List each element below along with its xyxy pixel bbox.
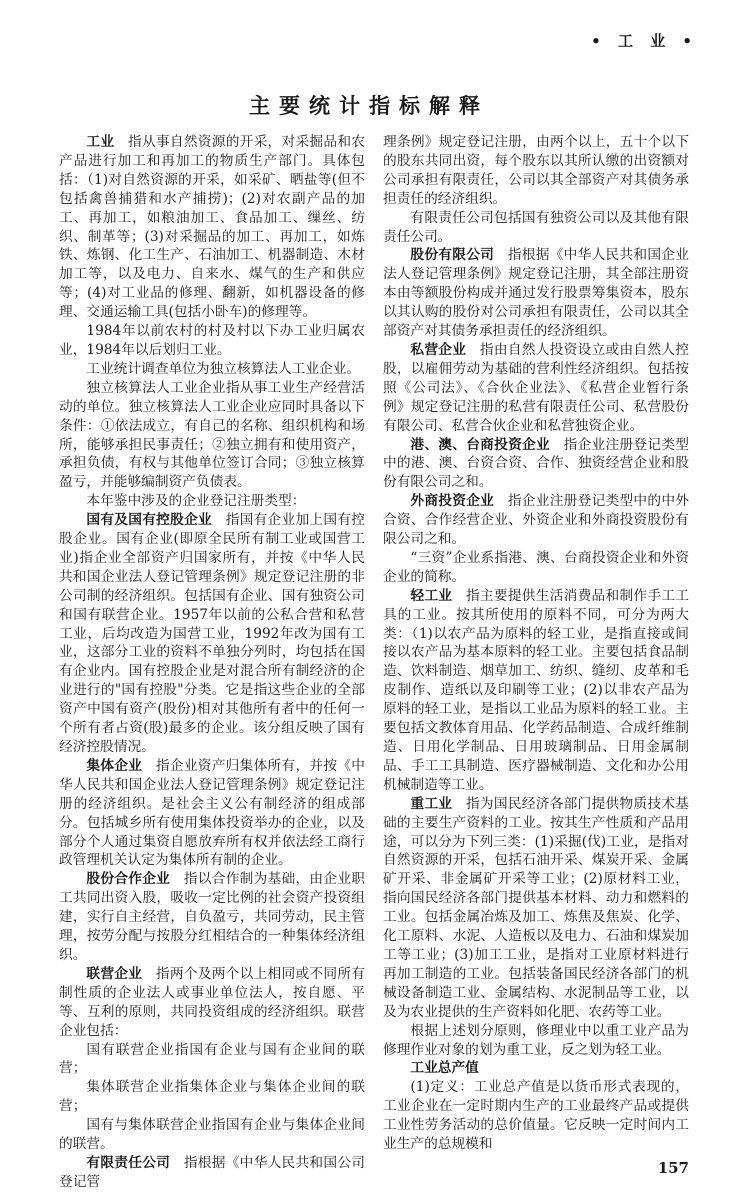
paragraph (383, 795, 689, 1022)
term-heading: 国有及国有控股企业 (86, 512, 212, 529)
paragraph-text: (1)定义：工业总产值是以货币形式表现的，工业企业在一定时期内生产的工业最终产品或提供工业性劳务活动的总价值量。它反映一定时间内工业生产的总规模和 (383, 1079, 689, 1153)
paragraph (383, 549, 689, 587)
paragraph (383, 341, 689, 436)
term-heading: 重工业 (410, 795, 453, 812)
paragraph (59, 1041, 365, 1079)
paragraph-text: 指从事自然资源的开采，对采掘品和农产品进行加工和再加工的物质生产部门。具体包括：（1)对自然资源的开采，如采矿、晒盐等(但不包括禽兽捕猎和水产捕捞)；(2)对农副产品的加工、再加工，如粮油加工、食品加工、缫丝、纺织、制革等；(3)对采掘品的加工、再加工，如炼铁、炼钢、化工生产、石油加工、机器制造、木材加工等，以及电力、自来水、煤气的生产和供应等；(4)对工业品的修理、翻新，如机器设备的修理、交通运输工具(包括小卧车)的修理等。 (59, 134, 365, 321)
term-heading: 工业总产值 (410, 1060, 479, 1077)
paragraph-text: 有限责任公司包括国有独资公司以及其他有限责任公司。 (383, 209, 689, 245)
paragraph-text: 理条例》规定登记注册，由两个以上，五十个以下的股东共同出资，每个股东以其所认缴的出资额对公司承担有限责任，公司以其全部资产对其债务承担责任的经济组织。 (383, 134, 689, 207)
paragraph (383, 1059, 689, 1078)
paragraph-text: 集体联营企业指集体企业与集体企业间的联营； (59, 1079, 365, 1115)
paragraph-text: 指为国民经济各部门提供物质技术基础的主要生产资料的工业。按其生产性质和产品用途，可以分为下列三类：(1)采掘(伐)工业，是指对自然资源的开采，包括石油开采、煤炭开采、金属矿开采、非金属矿开采等工业；(2)原材料工业，指向国民经济各部门提供基本材料、动力和燃料的工业。包括金属冶炼及加工、炼焦及焦炭、化学、化工原料、水泥、人造板以及电力、石油和煤炭加工等工业；(3)加工工业，是指对工业原材料进行再加工制造的工业。包括装备国民经济各部门的机械设备制造工业、金属结构、水泥制品等工业，以及为农业提供的生产资料如化肥、农药等工业。 (383, 795, 689, 1020)
paragraph-text: 指企业注册登记类型中的港、澳、台资合资、合作、独资经营企业和股份有限公司之和。 (383, 436, 689, 491)
term-heading: 股份有限公司 (410, 247, 495, 264)
paragraph (383, 1022, 689, 1060)
right-column (383, 133, 689, 1178)
paragraph-text: 指根据《中华人民共和国公司登记管 (59, 1154, 365, 1190)
paragraph-text: 独立核算法人工业企业指从事工业生产经营活动的单位。独立核算法人工业企业应同时具备以下条件：①依法成立，有自己的名称、组织机构和场所，能够承担民事责任；②独立拥有和使用资产，承担负债，有权与其他单位签订合同；③独立核算盈亏，并能够编制资产负债表。 (59, 379, 365, 491)
term-heading: 有限责任公司 (86, 1154, 171, 1171)
paragraph-text: 指根据《中华人民共和国企业法人登记管理条例》规定登记注册，其全部注册资本由等额股份构成并通过发行股票筹集资本，股东以其认购的股份对公司承担有限责任，公司以其全部资产对其债务承担责任的经济组织。 (383, 247, 689, 340)
term-heading: 联营企业 (86, 965, 143, 982)
paragraph (59, 360, 365, 379)
paragraph-text: 本年鉴中涉及的企业登记注册类型： (86, 493, 306, 510)
section-header: • 工 业 • (591, 32, 698, 50)
paragraph (59, 870, 365, 965)
term-heading: 轻工业 (410, 587, 453, 604)
paragraph (59, 492, 365, 511)
paragraph (59, 511, 365, 757)
paragraph (59, 757, 365, 870)
paragraph-text: 工业统计调查单位为独立核算法人工业企业。 (86, 360, 361, 377)
paragraph-text: 根据上述划分原则，修理业中以重工业产品为修理作业对象的划为重工业，反之划为轻工业。 (383, 1022, 689, 1058)
paragraph (383, 209, 689, 247)
paragraph (59, 965, 365, 1041)
paragraph-text: 指国有企业加上国有控股企业。国有企业(即原全民所有制工业或国营工业)指企业全部资产归国家所有，并按《中华人民共和国企业法人登记管理条例》规定登记注册的非公司制的经济组织。包括国有企业、国有独资公司和国有联营企业。1957年以前的公私合营和私营工业，后均改造为国营工业，1992年改为国有工业，这部分工业的资料不单独分列时，均包括在国有企业内。国有控股企业是对混合所有制经济的企业进行的"国有控股"分类。它是指这些企业的全部资产中国有资产(股份)相对其他所有者中的任何一个所有者占资(股)最多的企业。该分组反映了国有经济控股情况。 (59, 512, 365, 755)
term-heading: 工业 (86, 134, 115, 150)
term-heading: 港、澳、台商投资企业 (410, 436, 550, 453)
paragraph-text: 指企业资产归集体所有，并按《中华人民共和国企业法人登记管理条例》规定登记注册的经济组织。是社会主义公有制经济的组成部分。包括城乡所有使用集体投资举办的企业，以及部分个人通过集资自愿放弃所有权并依法经工商行政管理机关认定为集体所有制的企业。 (59, 757, 365, 869)
paragraph (59, 1078, 365, 1116)
paragraph-text: “三资”企业系指港、澳、台商投资企业和外资企业的简称。 (383, 549, 689, 585)
paragraph-text: 1984年以前农村的村及村以下办工业归属农业，1984年以后划归工业。 (59, 323, 365, 358)
paragraph-text: 指企业注册登记类型中的中外合资、合作经营企业、外资企业和外商投资股份有限公司之和。 (383, 493, 689, 548)
paragraph (59, 322, 365, 360)
paragraph-text: 指两个及两个以上相同或不同所有制性质的企业法人或事业单位法人，按自愿、平等、互利的原则，共同投资组成的经济组织。联营企业包括： (59, 965, 365, 1039)
page-number: 157 (657, 1158, 689, 1177)
term-heading: 集体企业 (86, 757, 143, 774)
paragraph-text: 国有与集体联营企业指国有企业与集体企业间的联营。 (59, 1117, 365, 1153)
term-heading: 私营企业 (410, 341, 467, 358)
term-heading: 股份合作企业 (86, 871, 171, 888)
page-title: 主要统计指标解释 (249, 93, 489, 118)
paragraph (383, 133, 689, 209)
paragraph (383, 246, 689, 341)
paragraph-text: 指以合作制为基础，由企业职工共同出资入股，吸收一定比例的社会资产投资组建，实行自主经营，自负盈亏，共同劳动，民主管理，按劳分配与按股分红相结合的一种集体经济组织。 (59, 871, 365, 963)
left-column (59, 133, 365, 1192)
paragraph (59, 379, 365, 492)
paragraph (383, 587, 689, 795)
paragraph-text: 指由自然人投资设立或由自然人控股，以雇佣劳动为基础的营利性经济组织。包括按照《公司法》、《合伙企业法》、《私营企业暂行条例》规定登记注册的私营有限责任公司、私营股份有限公司、私营合伙企业和私营独资企业。 (383, 341, 689, 434)
paragraph-text: 国有联营企业指国有企业与国有企业间的联营； (59, 1041, 365, 1077)
paragraph (59, 133, 365, 322)
paragraph (383, 436, 689, 493)
paragraph (383, 492, 689, 549)
paragraph (383, 1078, 689, 1154)
paragraph (59, 1116, 365, 1154)
right-column-body (383, 133, 689, 1154)
paragraph (59, 1154, 365, 1192)
paragraph-text: 指主要提供生活消费品和制作手工工具的工业。按其所使用的原料不同，可分为两大类：（1)以农产品为原料的轻工业，是指直接或间接以农产品为基本原料的轻工业。主要包括食品制造、饮料制造、烟草加工、纺织、缝纫、皮革和毛皮制作、造纸以及印刷等工业；(2)以非农产品为原料的轻工业，是指以工业品为原料的轻工业。主要包括文教体育用品、化学药品制造、合成纤维制造、日用化学制品、日用玻璃制品、日用金属制品、手工工具制造、医疗器械制造、文化和办公用机械制造等工业。 (383, 587, 689, 793)
term-heading: 外商投资企业 (410, 493, 495, 510)
